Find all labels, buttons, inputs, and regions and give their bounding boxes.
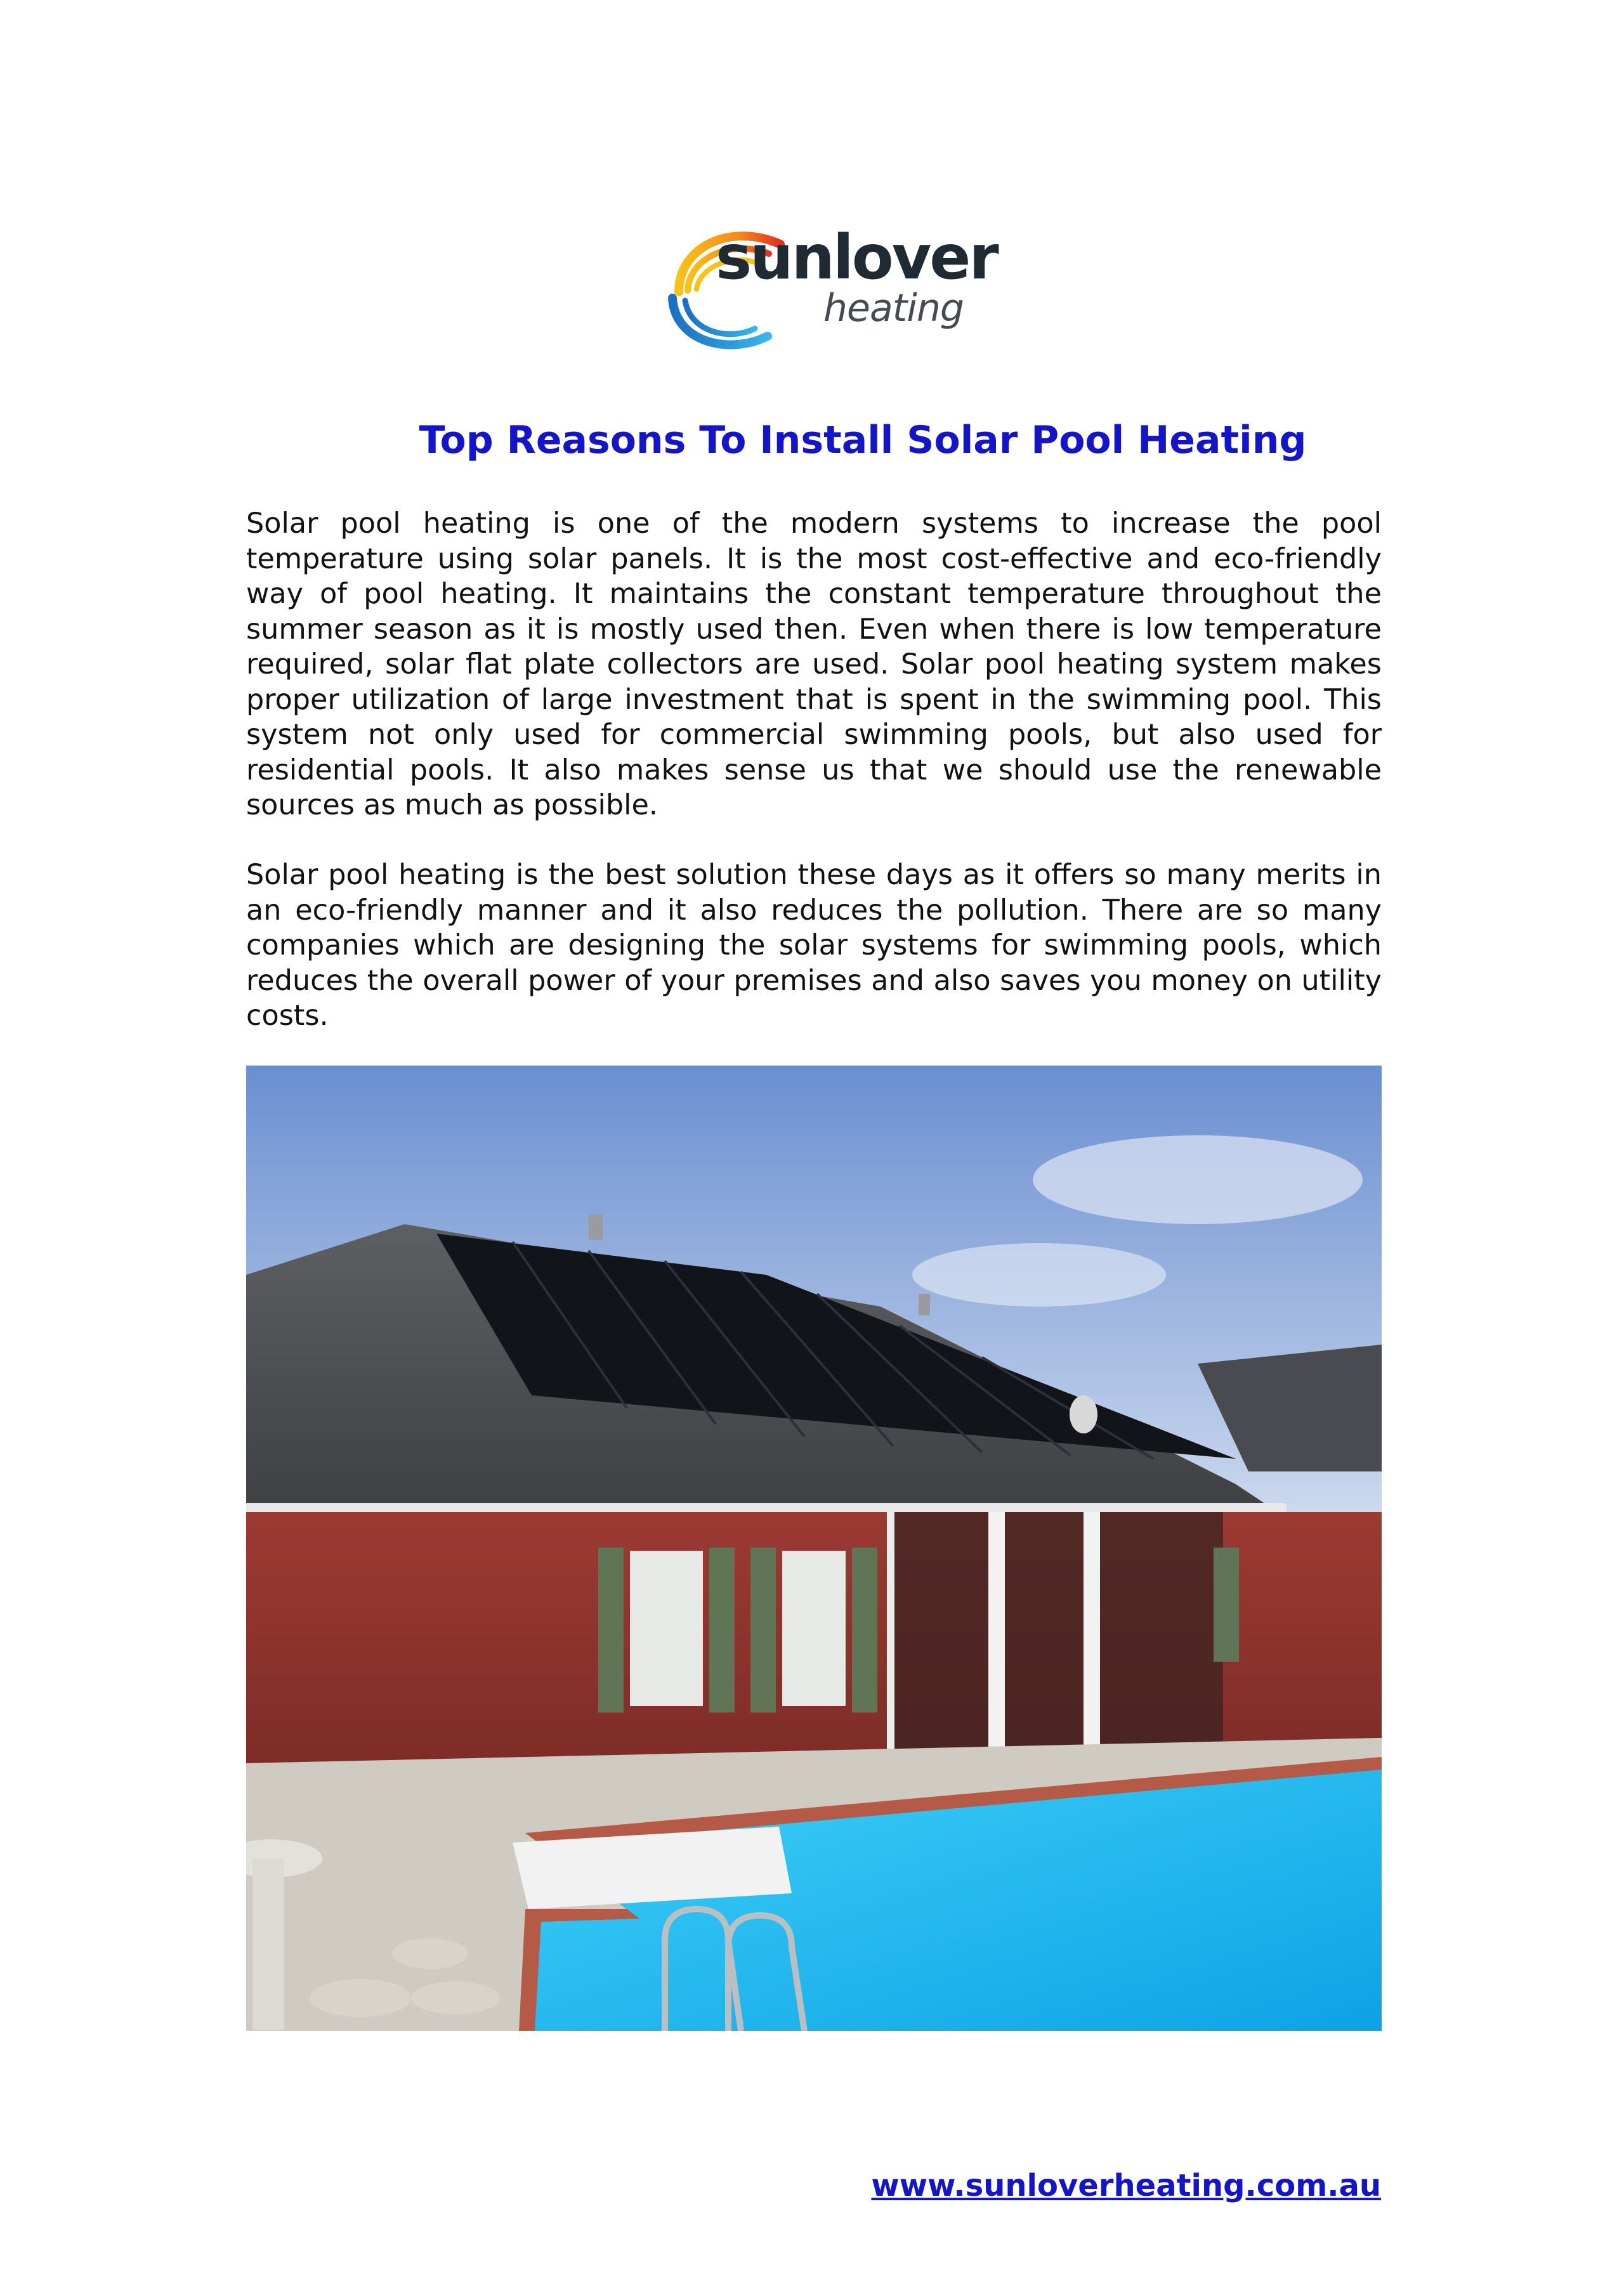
house-pool-photo (246, 1066, 1382, 2031)
logo-subline: heating (823, 286, 964, 330)
website-link[interactable]: www.sunloverheating.com.au (871, 2168, 1381, 2203)
logo-wordmark: sunlover (716, 222, 997, 293)
paragraph-intro: Solar pool heating is one of the modern systems to increase the pool temperature using solar panels. It is the most cost-effective and eco-friendly way of pool heating. It maintains the constant temperature throughout the summer season as it is mostly used then. Even when there is low temperature required, solar flat plate collectors are used. Solar pool heating system makes proper utilization of large investment that is spent in the swimming pool. This system not only used for commercial swimming pools, but also used for residential pools. It also makes sense us that we should use the renewable sources as much as possible. (246, 507, 1382, 821)
page-title: Top Reasons To Install Solar Pool Heating (419, 418, 1307, 462)
solar-house-pool-image (246, 1066, 1382, 2031)
sunlover-logo (660, 216, 997, 355)
paragraph-benefits: Solar pool heating is the best solution these days as it offers so many merits in an eco-friendly manner and it also reduces the pollution. There are so many companies which are designing the solar systems for swimming pools, which reduces the overall power of your premises and also saves you money on utility costs. (246, 859, 1382, 1032)
